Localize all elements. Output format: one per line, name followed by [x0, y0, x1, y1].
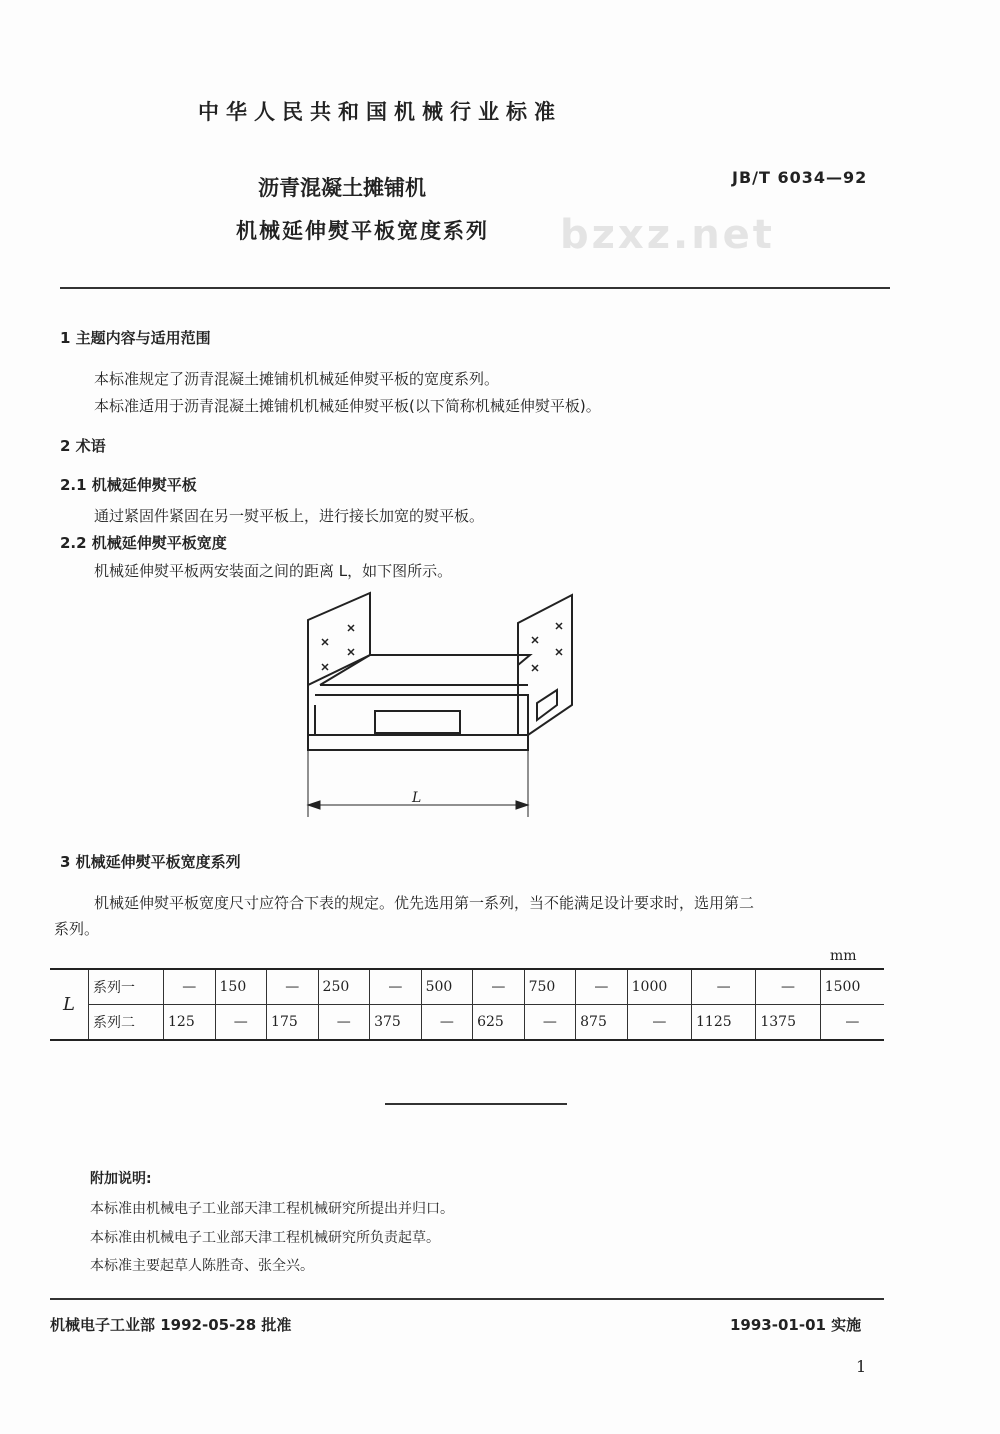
section-3-para: 系列。 — [54, 920, 100, 938]
approval-date: 机械电子工业部 1992-05-28 批准 — [50, 1316, 292, 1334]
cell: — — [267, 969, 319, 1005]
section-1-heading: 1 主题内容与适用范围 — [60, 329, 211, 347]
cell: — — [421, 1005, 473, 1041]
cell: 1375 — [756, 1005, 820, 1041]
section-2-1-heading: 2.1 机械延伸熨平板 — [60, 476, 197, 494]
standard-number: JB/T 6034—92 — [732, 168, 868, 187]
org-title: 中华人民共和国机械行业标准 — [198, 100, 562, 124]
note-line: 本标准由机械电子工业部天津工程机械研究所提出并归口。 — [90, 1201, 454, 1217]
width-series-table — [50, 968, 884, 1041]
cell: 875 — [576, 1005, 628, 1041]
cell: — — [370, 969, 422, 1005]
cell: — — [692, 969, 756, 1005]
left-plate-top — [308, 593, 370, 685]
cell: 125 — [164, 1005, 216, 1041]
bolt-marks — [322, 623, 562, 671]
cell: 750 — [524, 969, 576, 1005]
cell: 1500 — [820, 969, 884, 1005]
screed-top — [320, 655, 530, 685]
cell: 500 — [421, 969, 473, 1005]
cell: 175 — [267, 1005, 319, 1041]
cell: — — [473, 969, 525, 1005]
row-header: L — [63, 994, 75, 1015]
section-2-2-heading: 2.2 机械延伸熨平板宽度 — [60, 534, 227, 552]
cell: — — [318, 1005, 370, 1041]
cell: — — [215, 1005, 267, 1041]
cell: 625 — [473, 1005, 525, 1041]
base-plate — [308, 735, 528, 750]
section-1-para: 本标准规定了沥青混凝土摊铺机机械延伸熨平板的宽度系列。 — [94, 370, 500, 388]
table-row — [50, 969, 884, 1005]
end-rule — [385, 1103, 567, 1105]
series-label: 系列一 — [89, 969, 164, 1005]
cell: — — [524, 1005, 576, 1041]
cell: 150 — [215, 969, 267, 1005]
header-divider — [60, 287, 890, 289]
table-row — [50, 1005, 884, 1041]
note-line: 本标准主要起草人陈胜奇、张全兴。 — [90, 1258, 314, 1274]
section-2-1-para: 通过紧固件紧固在另一熨平板上，进行接长加宽的熨平板。 — [94, 507, 485, 525]
title-line2: 机械延伸熨平板宽度系列 — [236, 219, 489, 243]
cell: — — [164, 969, 216, 1005]
section-2-heading: 2 术语 — [60, 437, 106, 455]
dimension-label: L — [412, 790, 422, 806]
front-window — [375, 711, 460, 733]
series-label: 系列二 — [89, 1005, 164, 1041]
watermark: bzxz.net — [560, 212, 775, 258]
section-3-heading: 3 机械延伸熨平板宽度系列 — [60, 853, 241, 871]
cell: 250 — [318, 969, 370, 1005]
screed-diagram — [300, 585, 590, 850]
title-line1: 沥青混凝土摊铺机 — [258, 176, 426, 200]
notes-heading: 附加说明: — [90, 1171, 152, 1187]
cell: — — [576, 969, 628, 1005]
note-line: 本标准由机械电子工业部天津工程机械研究所负责起草。 — [90, 1230, 440, 1246]
section-2-2-para: 机械延伸熨平板两安装面之间的距离 L，如下图所示。 — [94, 562, 453, 580]
cell: 1000 — [627, 969, 691, 1005]
cell: — — [820, 1005, 884, 1041]
screed-front — [315, 695, 528, 735]
section-3-para: 机械延伸熨平板宽度尺寸应符合下表的规定。优先选用第一系列，当不能满足设计要求时，选用第二 — [94, 894, 755, 912]
cell: — — [627, 1005, 691, 1041]
effective-date: 1993-01-01 实施 — [730, 1316, 862, 1334]
cell: 375 — [370, 1005, 422, 1041]
cell: 1125 — [692, 1005, 756, 1041]
table-unit: mm — [830, 948, 857, 964]
cell: — — [756, 969, 820, 1005]
page-number: 1 — [856, 1357, 867, 1376]
section-1-para: 本标准适用于沥青混凝土摊铺机机械延伸熨平板(以下简称机械延伸熨平板)。 — [94, 397, 601, 415]
footer-divider — [50, 1298, 884, 1300]
